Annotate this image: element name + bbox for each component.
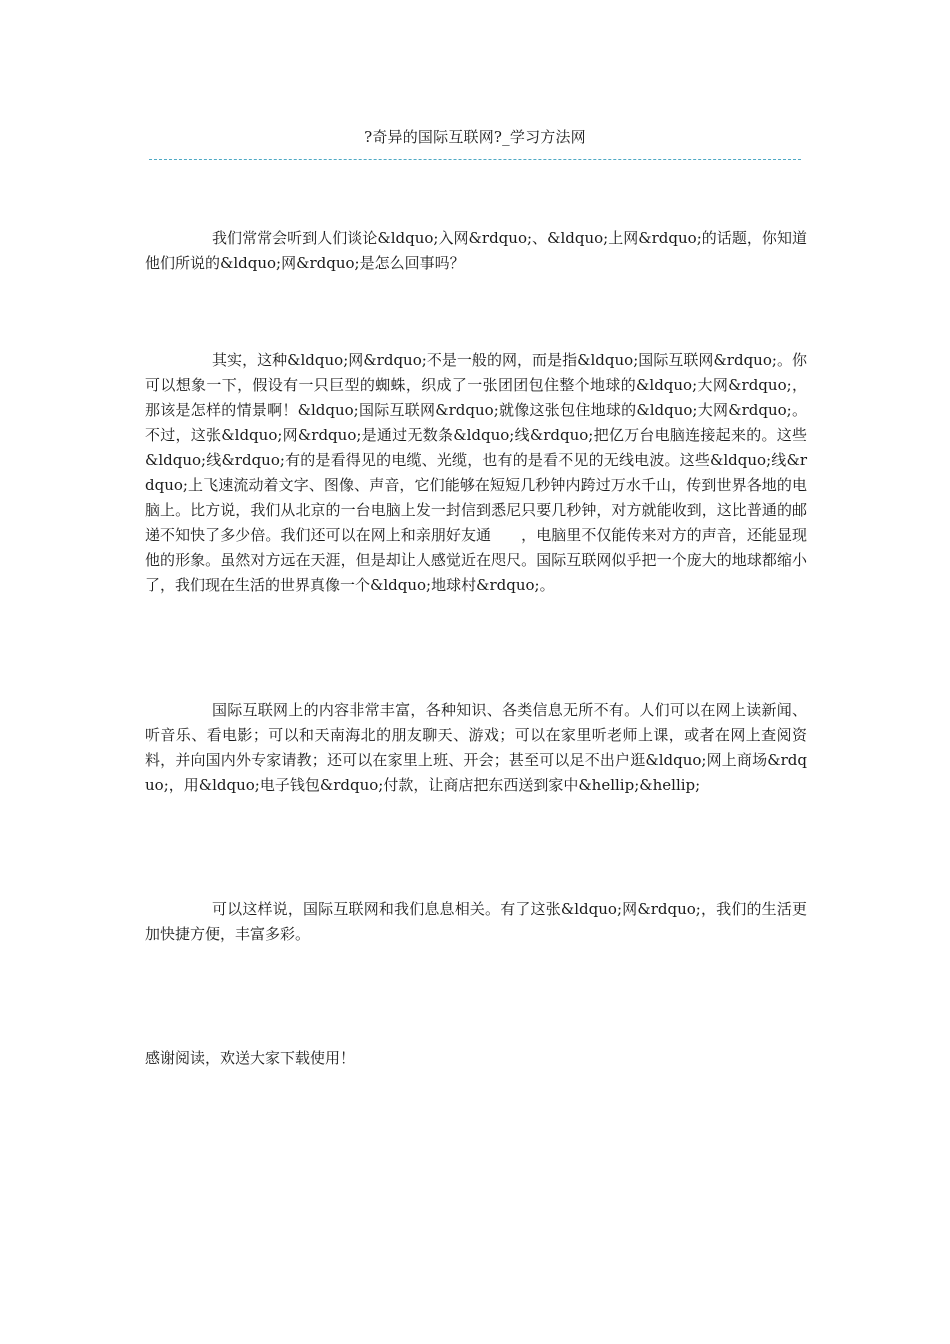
- closing-note: 感谢阅读，欢送大家下载使用！: [145, 1049, 356, 1067]
- paragraph-content: 国际互联网上的内容非常丰富，各种知识、各类信息无所不有。人们可以在网上读新闻、听音乐、看电影；可以和天南海北的朋友聊天、游戏；可以在家里听老师上课，或者在网上查阅资料，并向国内外专家请教；还可以在家里上班、开会；甚至可以足不出户逛&ldquo;网上商场&rdquo;，用&ldquo;电子钱包&rdquo;付款，让商店把东西送到家中&hellip;&hellip;: [145, 701, 807, 794]
- paragraph-conclusion: 可以这样说，国际互联网和我们息息相关。有了这张&ldquo;网&rdquo;，我们的生活更加快捷方便，丰富多彩。: [145, 900, 807, 943]
- paragraph-explanation: 其实，这种&ldquo;网&rdquo;不是一般的网，而是指&ldquo;国际互联网&rdquo;。你可以想象一下，假设有一只巨型的蜘蛛，织成了一张团团包住整个地球的&ldquo;大网&rdquo;，那该是怎样的情景啊！&ldquo;国际互联网&rdquo;就像这张包住地球的&ldquo;大网&rdquo;。不过，这张&ldquo;网&rdquo;是通过无数条&ldquo;线&rdquo;把亿万台电脑连接起来的。这些&ldquo;线&rdquo;有的是看得见的电缆、光缆，也有的是看不见的无线电波。这些&ldquo;线&rdquo;上飞速流动着文字、图像、声音，它们能够在短短几秒钟内跨过万水千山，传到世界各地的电脑上。比方说，我们从北京的一台电脑上发一封信到悉尼只要几秒钟，对方就能收到，这比普通的邮递不知快了多少倍。我们还可以在网上和亲朋好友通 ，电脑里不仅能传来对方的声音，还能显现他的形象。虽然对方远在天涯，但是却让人感觉近在咫尺。国际互联网似乎把一个庞大的地球都缩小了，我们现在生活的世界真像一个&ldquo;地球村&rdquo;。: [145, 351, 807, 594]
- title-divider: [149, 159, 801, 160]
- paragraph-intro: 我们常常会听到人们谈论&ldquo;入网&rdquo;、&ldquo;上网&rdquo;的话题，你知道他们所说的&ldquo;网&rdquo;是怎么回事吗？: [145, 229, 807, 272]
- document-title: ?奇异的国际互联网?_学习方法网: [364, 128, 586, 146]
